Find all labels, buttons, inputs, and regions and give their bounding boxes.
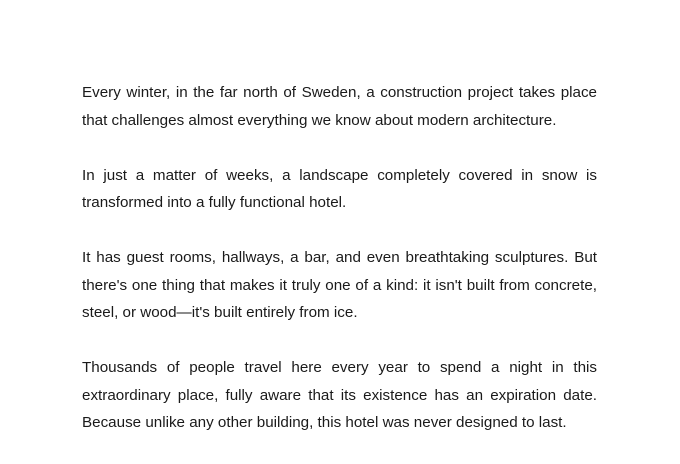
paragraph-3: It has guest rooms, hallways, a bar, and even breathtaking sculptures. But there's one thing that makes it truly one of a kind: it isn't built from concrete, steel, or wood—it's built entirely from ice.	[82, 249, 597, 321]
paragraph-1: Every winter, in the far north of Sweden, a construction project takes place that challenges almost everything we know about modern architecture.	[82, 84, 597, 129]
document-body	[82, 79, 597, 464]
paragraph-4: Thousands of people travel here every year to spend a night in this extraordinary place, fully aware that its existence has an expiration date. Because unlike any other building, this hotel was never designed to last.	[82, 359, 597, 431]
paragraph-2: In just a matter of weeks, a landscape completely covered in snow is transformed into a fully functional hotel.	[82, 166, 597, 211]
